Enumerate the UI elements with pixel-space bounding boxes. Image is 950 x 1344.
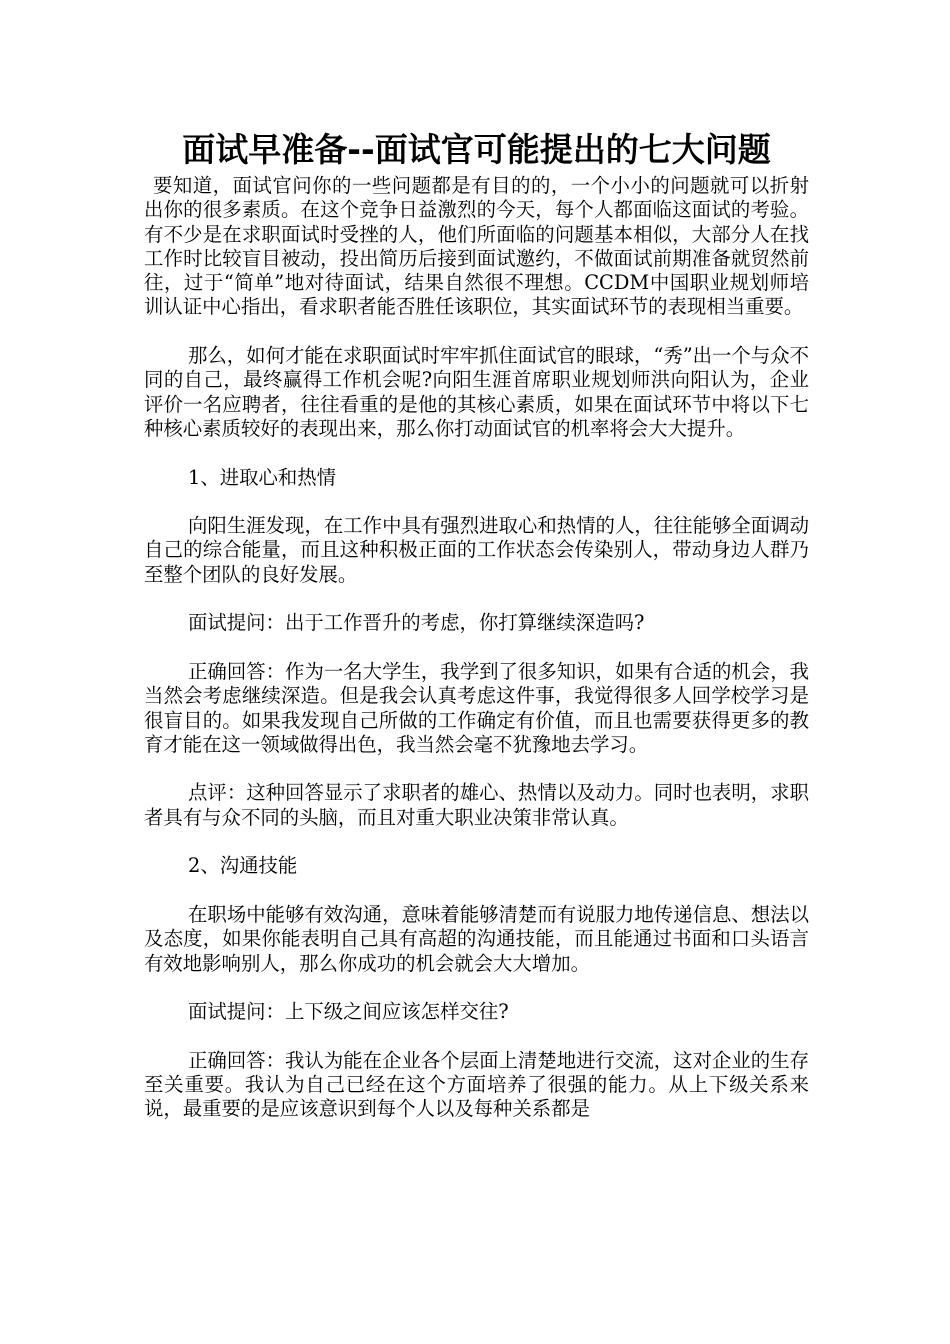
paragraph-intro: 要知道，面试官问你的一些问题都是有目的的，一个小小的问题就可以折射出你的很多素质。在这个竞争日益激烈的今天，每个人都面临这面试的考验。有不少是在求职面试时受挫的人，他们所面临的问题基本相似，大部分人在找工作时比较盲目被动，投出简历后接到面试邀约，不做面试前期准备就贸然前往，过于“简单”地对待面试，结果自然很不理想。CCDM中国职业规划师培训认证中心指出，看求职者能否胜任该职位，其实面试环节的表现相当重要。 bbox=[144, 174, 809, 319]
paragraph-spacer bbox=[144, 441, 809, 465]
interview-question: 面试提问：出于工作晋升的考虑，你打算继续深造吗? bbox=[188, 611, 645, 635]
paragraph-body: 向阳生涯发现，在工作中具有强烈进取心和热情的人，往往能够全面调动自己的综合能量，而且这种积极正面的工作状态会传染别人，带动身边人群乃至整个团队的良好发展。 bbox=[144, 514, 809, 586]
document-body bbox=[144, 126, 809, 1122]
paragraph-spacer bbox=[144, 879, 809, 903]
paragraph-spacer bbox=[144, 830, 809, 854]
document-title: 面试早准备--面试官可能提出的七大问题 bbox=[182, 130, 771, 169]
paragraph-body: 在职场中能够有效沟通，意味着能够清楚而有说服力地传递信息、想法以及态度，如果你能表明自己具有高超的沟通技能，而且能通过书面和口头语言有效地影响别人，那么你成功的机会就会大大增加。 bbox=[144, 902, 809, 975]
paragraph-spacer bbox=[144, 587, 809, 611]
paragraph-spacer bbox=[144, 757, 809, 781]
paragraph-body: 那么，如何才能在求职面试时牢牢抓住面试官的眼球，“秀”出一个与众不同的自己，最终赢得工作机会呢?向阳生涯首席职业规划师洪向阳认为，企业评价一名应聘者，往往看重的是他的其核心素质，如果在面试环节中将以下七种核心素质较好的表现出来，那么你打动面试官的机率将会大大提升。 bbox=[144, 344, 809, 440]
paragraph-spacer bbox=[144, 320, 809, 344]
paragraph-spacer bbox=[144, 636, 809, 660]
paragraph-spacer bbox=[144, 490, 809, 514]
interview-question: 面试提问：上下级之间应该怎样交往? bbox=[188, 1000, 509, 1024]
correct-answer: 正确回答：作为一名大学生，我学到了很多知识，如果有合适的机会，我当然会考虑继续深造。但是我会认真考虑这件事，我觉得很多人回学校学习是很盲目的。如果我发现自己所做的工作确定有价值，而且也需要获得更多的教育才能在这一领域做得出色，我当然会毫不犹豫地去学习。 bbox=[144, 659, 809, 756]
correct-answer: 正确回答：我认为能在企业各个层面上清楚地进行交流，这对企业的生存至关重要。我认为自己已经在这个方面培养了很强的能力。从上下级关系来说，最重要的是应该意识到每个人以及每种关系都是 bbox=[144, 1048, 809, 1121]
section-heading: 1、进取心和热情 bbox=[188, 465, 337, 489]
paragraph-spacer bbox=[144, 1024, 809, 1048]
section-heading: 2、沟通技能 bbox=[188, 854, 298, 878]
commentary: 点评：这种回答显示了求职者的雄心、热情以及动力。同时也表明，求职者具有与众不同的头脑，而且对重大职业决策非常认真。 bbox=[144, 781, 809, 829]
paragraph-spacer bbox=[144, 976, 809, 1000]
